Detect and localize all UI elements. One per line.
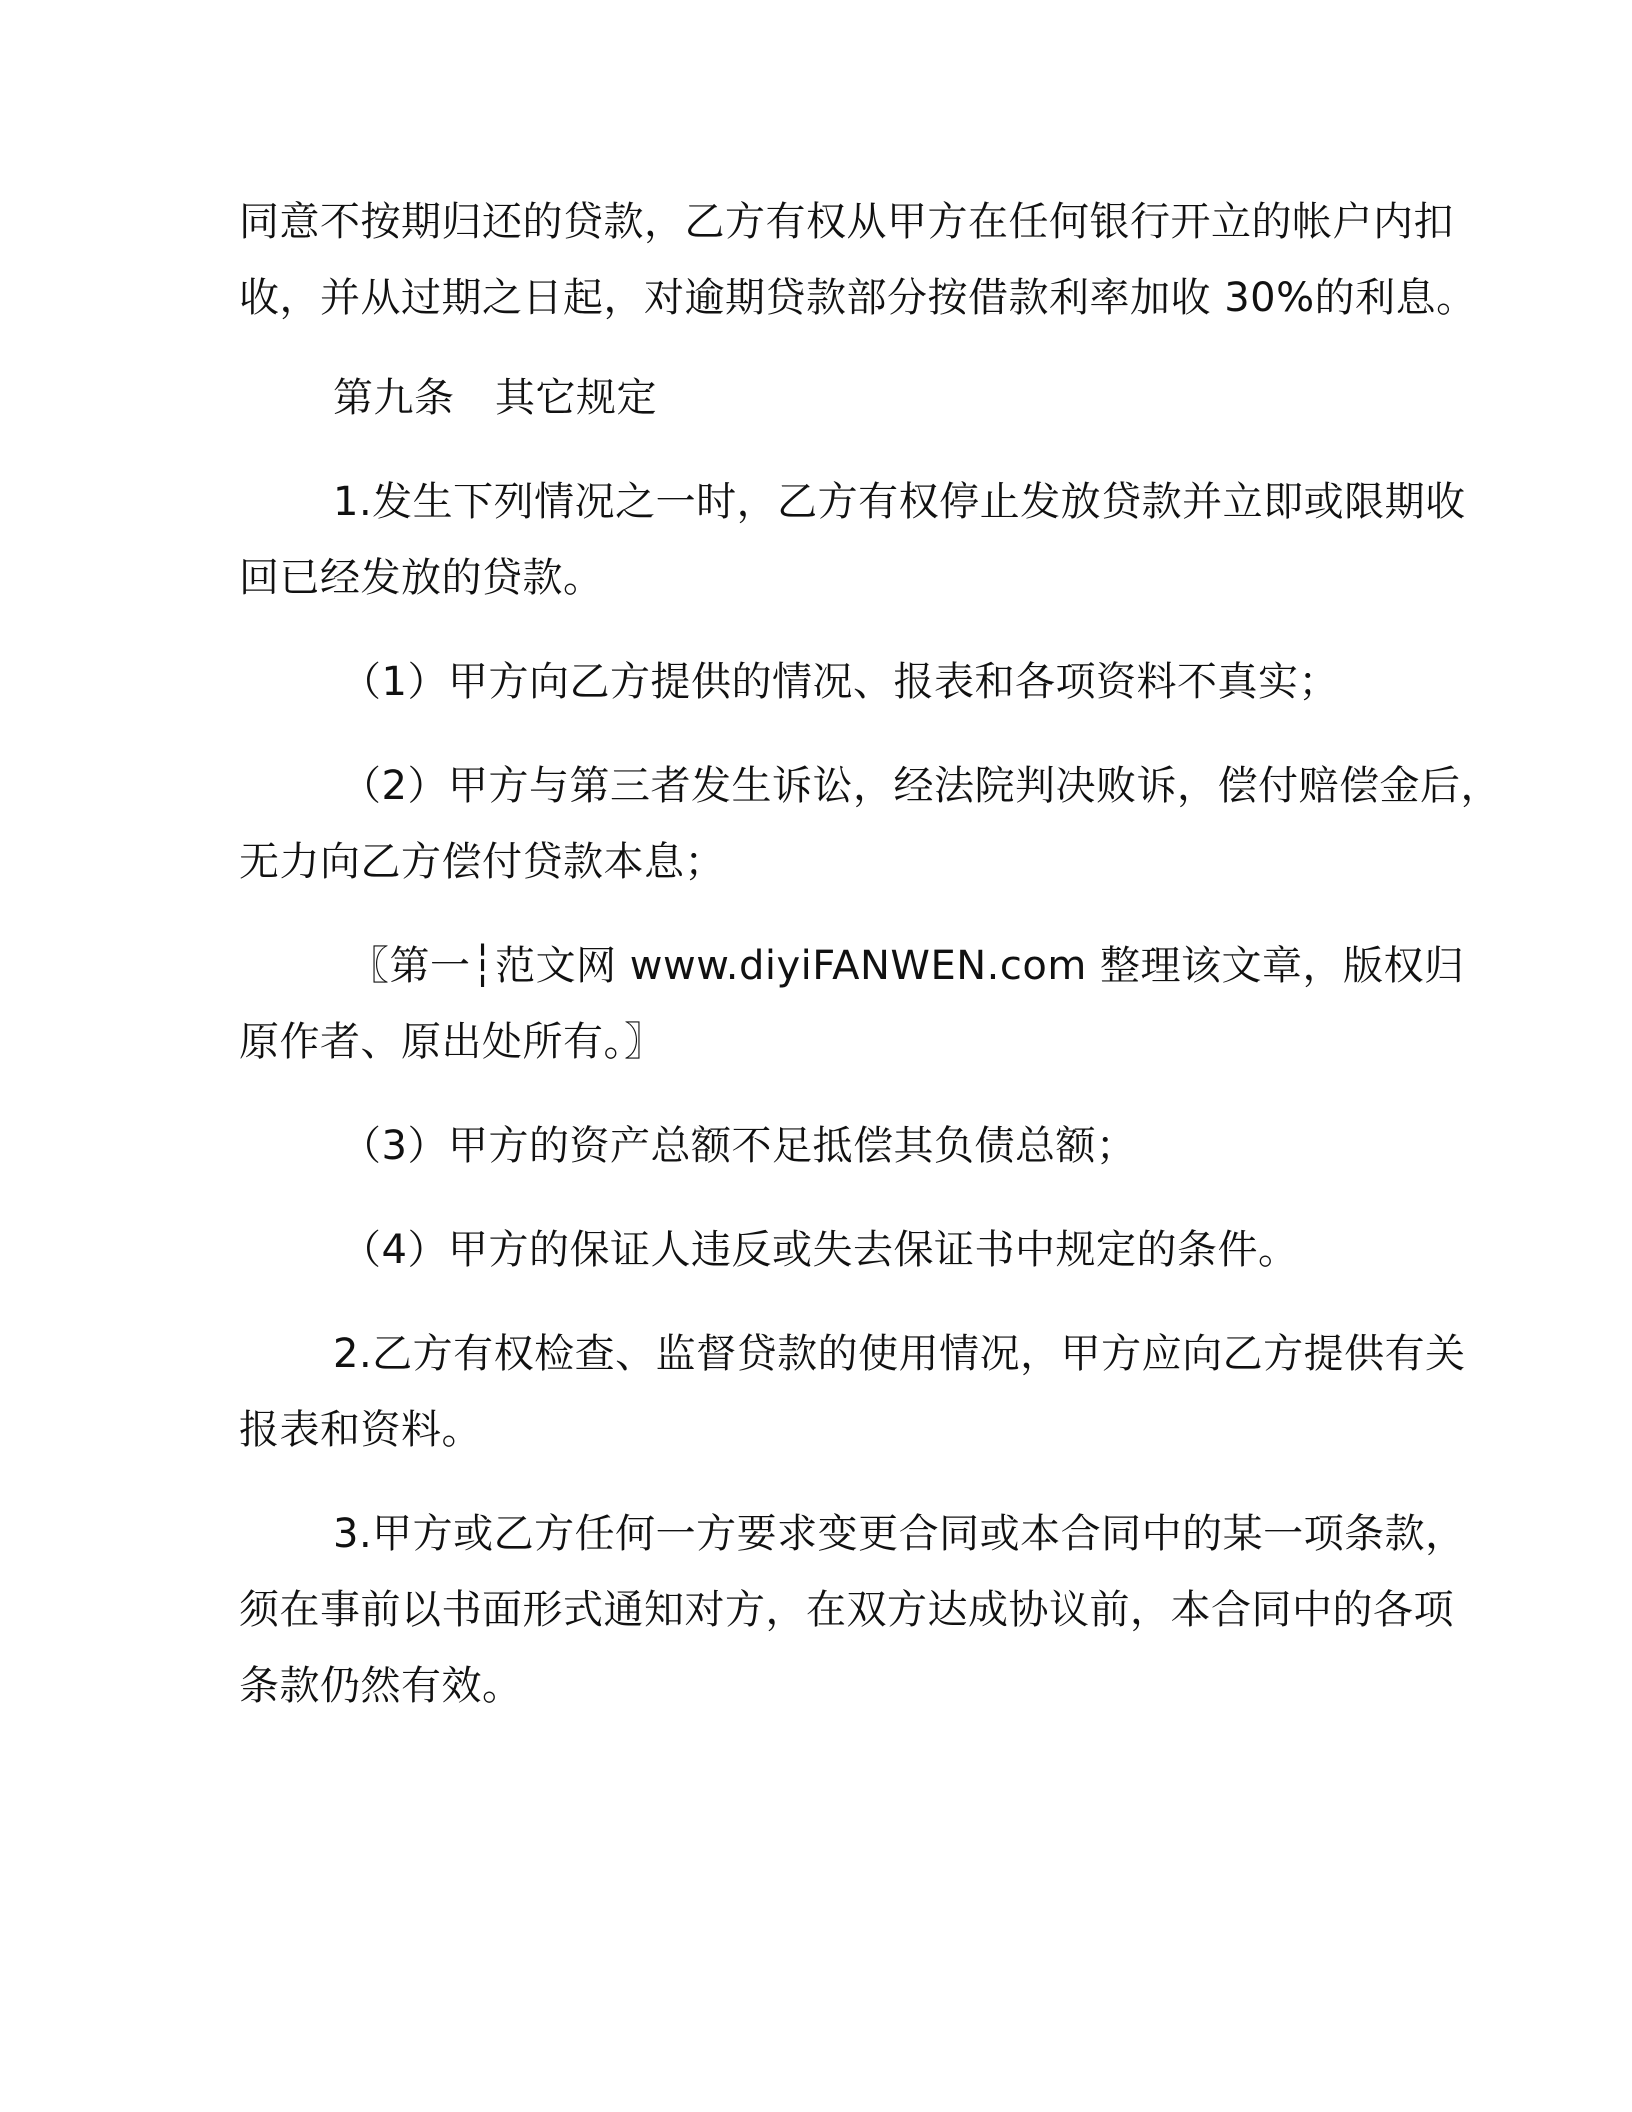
paragraph-line: 报表和资料。	[239, 1407, 482, 1453]
paragraph-line: 无力向乙方偿付贷款本息；	[239, 839, 725, 885]
article-heading: 第九条 其它规定	[333, 375, 657, 421]
paragraph-line: 1.发生下列情况之一时，乙方有权停止发放贷款并立即或限期收	[333, 479, 1466, 525]
paragraph-line: 须在事前以书面形式通知对方，在双方达成协议前，本合同中的各项	[239, 1587, 1454, 1633]
paragraph-line: 回已经发放的贷款。	[239, 555, 604, 601]
list-item: （2）甲方与第三者发生诉讼，经法院判决败诉，偿付赔偿金后，	[341, 763, 1501, 809]
paragraph-line: 3.甲方或乙方任何一方要求变更合同或本合同中的某一项条款，	[333, 1511, 1466, 1557]
list-item: （1）甲方向乙方提供的情况、报表和各项资料不真实；	[341, 659, 1339, 705]
paragraph-line: 2.乙方有权检查、监督贷款的使用情况，甲方应向乙方提供有关	[333, 1331, 1466, 1377]
paragraph-line: 收，并从过期之日起，对逾期贷款部分按借款利率加收 30%的利息。	[239, 275, 1477, 321]
source-notice: 原作者、原出处所有。〗	[239, 1019, 665, 1065]
list-item: （3）甲方的资产总额不足抵偿其负债总额；	[341, 1123, 1137, 1169]
source-notice: 〖第一┆范文网 www.diyiFANWEN.com 整理该文章，版权归	[349, 943, 1465, 989]
list-item: （4）甲方的保证人违反或失去保证书中规定的条件。	[341, 1227, 1299, 1273]
paragraph-line: 同意不按期归还的贷款，乙方有权从甲方在任何银行开立的帐户内扣	[239, 199, 1454, 245]
paragraph-line: 条款仍然有效。	[239, 1663, 523, 1709]
